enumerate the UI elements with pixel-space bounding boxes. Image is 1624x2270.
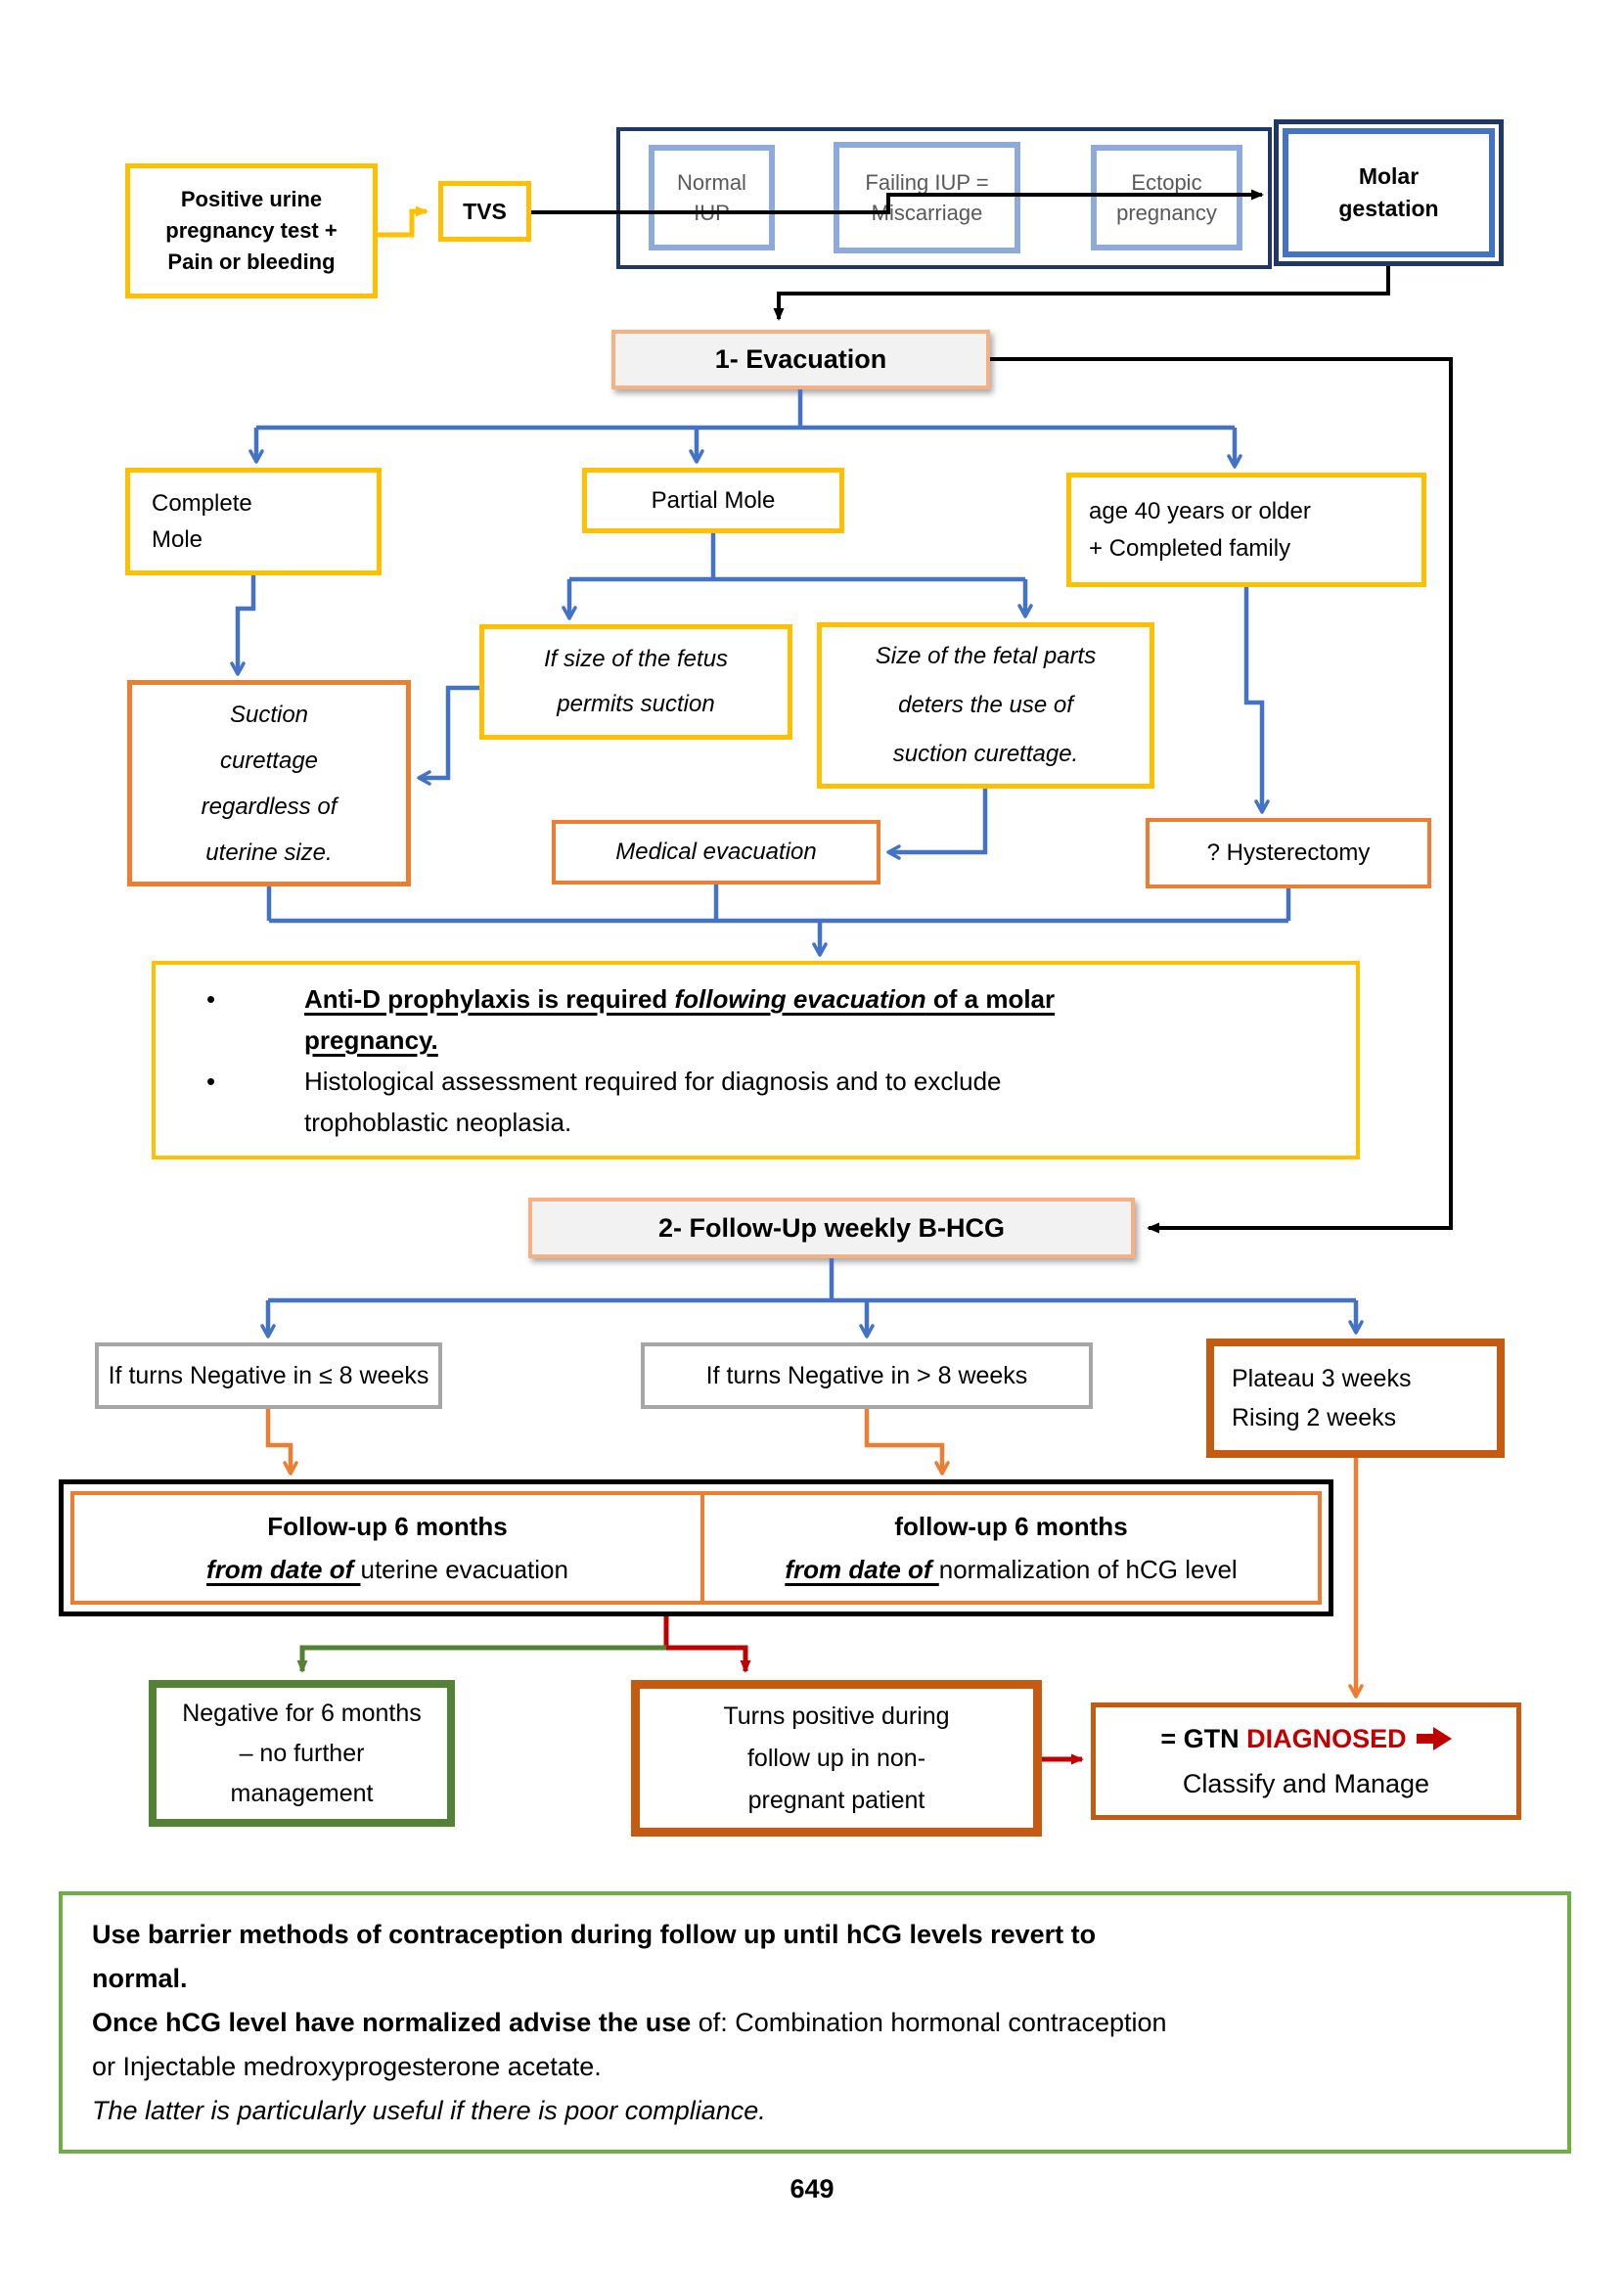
node-label: pregnancy <box>1116 201 1217 225</box>
node-label: + Completed family <box>1089 534 1291 562</box>
node-label: Size of the fetal parts <box>875 643 1097 669</box>
node-label: Molar <box>1358 163 1420 189</box>
node-hysterectomy <box>1146 818 1431 888</box>
cell-segment: uterine evacuation <box>360 1555 568 1584</box>
page-number: 649 <box>789 2174 835 2203</box>
bullet-icon: • <box>206 1066 216 1096</box>
node-negative-more-8-weeks <box>641 1342 1093 1409</box>
node-label: IUP <box>694 201 730 225</box>
advice-line: normal. <box>92 1963 188 1993</box>
node-label: – no further <box>239 1739 365 1767</box>
contraception-advice-box <box>59 1891 1571 2154</box>
node-label: management <box>230 1779 374 1807</box>
node-label: regardless of <box>201 793 338 820</box>
node-label: If turns Negative in > 8 weeks <box>705 1361 1028 1389</box>
cell-segment: normalization of hCG level <box>938 1555 1238 1584</box>
cell-segment-underlined: from date of <box>785 1555 939 1584</box>
node-normal-iup <box>649 145 775 250</box>
node-suction-curettage <box>127 680 411 886</box>
node-label: Miscarriage <box>871 201 983 225</box>
node-if-size-permits-suction <box>479 624 792 740</box>
node-label: Mole <box>152 526 203 553</box>
node-label: pregnant patient <box>747 1786 925 1814</box>
step-title: 2- Follow-Up weekly B-HCG <box>657 1212 1006 1243</box>
advice-segment-bold: Once hCG level have normalized advise the use <box>92 2007 699 2037</box>
node-label: permits suction <box>557 691 715 717</box>
node-label: Partial Mole <box>651 486 776 514</box>
connector-container-to-turnspositive <box>666 1616 745 1671</box>
node-label: If size of the fetus <box>543 646 729 672</box>
bullet-icon: • <box>206 983 216 1014</box>
node-ectopic-pregnancy <box>1091 145 1242 250</box>
followup-6m-from-evacuation <box>74 1495 704 1601</box>
node-label: Ectopic <box>1131 170 1202 195</box>
gtn-diagnosed-text: DIAGNOSED <box>1246 1724 1407 1753</box>
node-label: Failing IUP = <box>865 170 989 195</box>
connector-ifsize-to-suction <box>421 688 479 778</box>
node-medical-evacuation <box>552 820 880 885</box>
connector-complete-to-suction <box>238 575 253 672</box>
note-line: Histological assessment required for diagnosis and to exclude <box>304 1066 1002 1096</box>
node-label: Plateau 3 weeks <box>1232 1365 1412 1392</box>
node-followup-step <box>528 1198 1135 1258</box>
note-line <box>304 984 1055 1014</box>
advice-line: or Injectable medroxyprogesterone acetate. <box>92 2051 602 2081</box>
note-segment-italic: following evacuation <box>674 983 926 1014</box>
node-label: pregnancy test + <box>165 218 338 243</box>
anti-d-note-box <box>152 961 1360 1159</box>
node-failing-iup <box>834 142 1020 253</box>
node-negative-6-months <box>149 1680 455 1827</box>
node-plateau-rising <box>1206 1339 1505 1458</box>
node-label: deters the use of <box>898 692 1073 718</box>
cell-segment-underlined: from date of <box>206 1555 361 1584</box>
node-molar-inner <box>1283 128 1495 257</box>
followup-duration-inner <box>70 1491 1322 1605</box>
node-age-40-completed-family <box>1066 473 1426 587</box>
advice-line: Use barrier methods of contraception during follow up until hCG levels revert to <box>92 1919 1097 1949</box>
cell-subtitle <box>704 1548 1318 1591</box>
node-gtn-diagnosed <box>1091 1702 1521 1820</box>
node-label: age 40 years or older <box>1089 497 1311 524</box>
node-label: TVS <box>463 198 507 224</box>
gtn-prefix: = GTN <box>1160 1724 1247 1753</box>
node-label: uterine size. <box>205 839 333 866</box>
cell-title: follow-up 6 months <box>894 1512 1128 1541</box>
node-turns-positive <box>631 1680 1042 1837</box>
node-positive-urine-test <box>125 163 378 298</box>
note-bullet-item <box>206 978 1331 1061</box>
note-bullet-item <box>206 1061 1331 1143</box>
node-label: follow up in non- <box>746 1744 926 1772</box>
note-line: trophoblastic neoplasia. <box>304 1107 572 1137</box>
connector-sizefetal-to-medical <box>890 789 985 852</box>
node-label: Turns positive during <box>723 1702 950 1730</box>
node-label: Positive urine <box>180 187 323 211</box>
gtn-line1 <box>1160 1716 1451 1761</box>
node-label: If turns Negative in ≤ 8 weeks <box>108 1361 429 1389</box>
node-label: Rising 2 weeks <box>1232 1404 1397 1431</box>
note-text <box>304 1061 1331 1143</box>
connector-postest-to-tvs <box>378 211 427 235</box>
node-label: Normal <box>677 170 746 195</box>
advice-line-italic: The latter is particularly useful if there is poor compliance. <box>92 2095 766 2125</box>
node-size-deters-suction <box>817 622 1154 789</box>
connector-molar-to-evacuation <box>779 266 1388 319</box>
followup-duration-container <box>59 1479 1333 1616</box>
advice-segment: of: Combination hormonal contraception <box>698 2007 1167 2037</box>
note-segment: Anti-D prophylaxis is required <box>304 983 675 1014</box>
followup-6m-from-normalization <box>704 1495 1318 1601</box>
node-evacuation-step <box>611 330 990 389</box>
connector-container-to-negative6m <box>302 1648 666 1671</box>
node-label: curettage <box>219 747 319 774</box>
note-text <box>304 978 1331 1061</box>
connector-neg8-to-container <box>268 1409 291 1472</box>
node-complete-mole <box>125 468 382 575</box>
cell-subtitle <box>74 1548 700 1591</box>
node-label: Negative for 6 months <box>182 1699 422 1727</box>
advice-line <box>92 2001 1167 2045</box>
note-segment: of a molar <box>925 983 1056 1014</box>
gtn-line2: Classify and Manage <box>1182 1769 1430 1798</box>
node-label: ? Hysterectomy <box>1206 840 1371 866</box>
node-partial-mole <box>582 468 844 533</box>
node-molar-gestation <box>1274 119 1504 266</box>
node-label: Suction <box>229 701 309 728</box>
node-negative-8-weeks-or-less <box>95 1342 442 1409</box>
note-line: pregnancy. <box>304 1024 438 1055</box>
node-label: suction curettage. <box>892 741 1079 767</box>
node-label: gestation <box>1338 196 1439 221</box>
cell-title: Follow-up 6 months <box>267 1512 508 1541</box>
connector-pos8-to-container <box>867 1409 942 1472</box>
node-tvs <box>438 181 531 242</box>
node-label: Complete <box>152 490 252 517</box>
connector-age40-to-hysterectomy <box>1246 587 1262 810</box>
arrow-right-icon <box>1417 1727 1452 1750</box>
node-label: Medical evacuation <box>615 839 817 865</box>
node-label: Pain or bleeding <box>167 250 336 274</box>
step-title: 1- Evacuation <box>714 344 887 374</box>
